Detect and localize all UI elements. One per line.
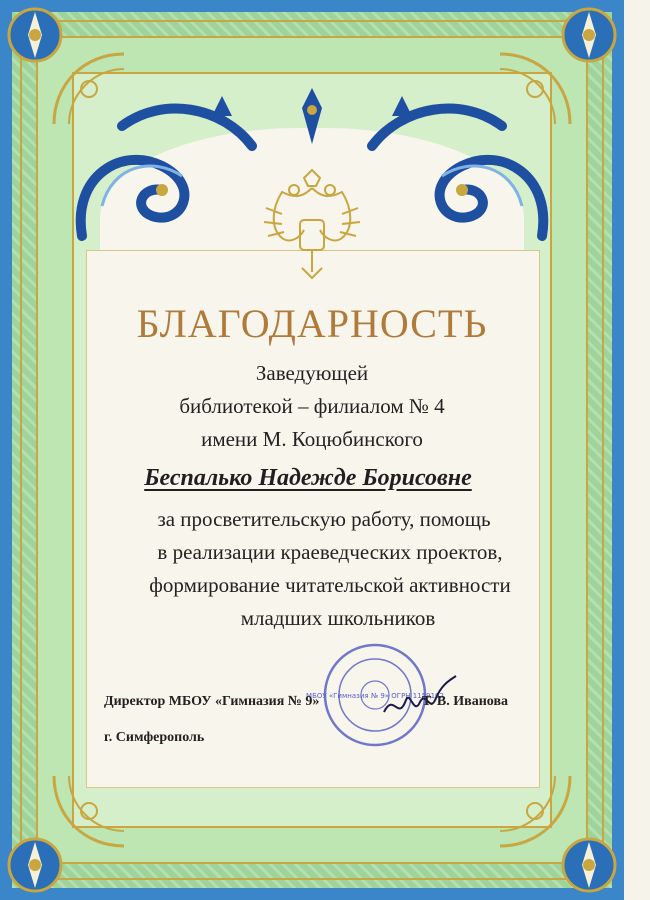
recipient-name: Беспалько Надежде Борисовне	[144, 465, 472, 491]
seal-text: МБОУ «Гимназия № 9» ОГРН 1159102	[306, 692, 444, 700]
signatory-name: Т. В. Иванова	[422, 694, 509, 709]
addressee-line: библиотекой – филиалом № 4	[179, 394, 445, 418]
addressee-line: Заведующей	[255, 361, 369, 385]
reason-line: младших школьников	[240, 606, 436, 630]
scroll-ornament-icon	[362, 86, 562, 256]
coat-of-arms-icon	[252, 168, 372, 288]
fleur-ornament-icon	[290, 86, 334, 146]
scroll-ornament-icon	[62, 86, 262, 256]
city-label: г. Симферополь	[104, 730, 205, 745]
reason-line: формирование читательской активности	[149, 573, 511, 597]
reason-line: в реализации краеведческих проектов,	[157, 540, 503, 564]
certificate-title: БЛАГОДАРНОСТЬ	[136, 301, 488, 346]
reason-line: за просветительскую работу, помощь	[157, 507, 491, 531]
addressee-line: имени М. Коцюбинского	[201, 427, 423, 451]
signatory-title: Директор МБОУ «Гимназия № 9»	[104, 694, 320, 709]
